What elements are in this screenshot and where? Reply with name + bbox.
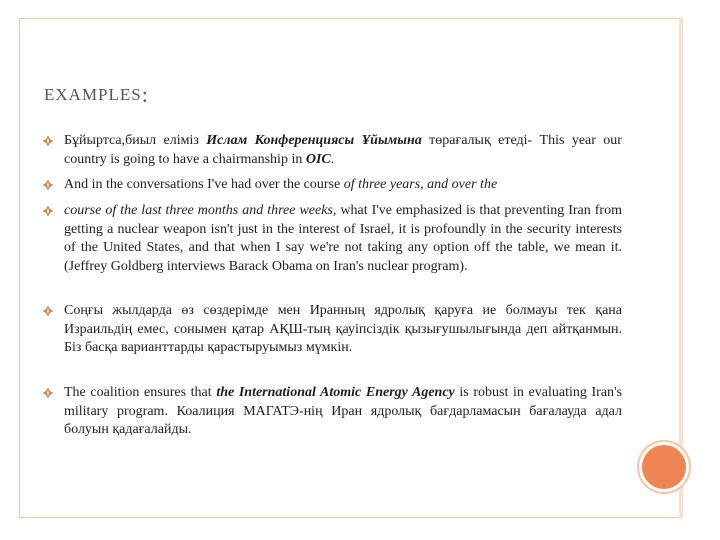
bullet-text-run: .: [330, 151, 335, 167]
slide-title-text: EXAMPLES: [44, 85, 142, 104]
bullet-text-run: Соңғы жылдарда өз сөздерімде мен Иранның ядролық қаруға ие болмауы тек қана Израильдің емес, сонымен қатар АҚШ-тың қауіпсіздік қызығушылығында деп айтқанмын. Біз басқа варианттарды қарастыруымыз мүмкін.: [64, 303, 622, 356]
bullet-text: [64, 202, 622, 276]
bullet-text-run: OIC: [305, 151, 331, 167]
bullet-text-run: is robust in evaluating Iran's military program. Коалиция МАГАТЭ-нің Иран ядролық бағдарламасын бағалауда адал болуын қадағалайды.: [64, 385, 623, 438]
slide-title: [44, 80, 149, 106]
bullet-item: [42, 302, 622, 358]
bullet-text: [64, 384, 622, 440]
diamond-bullet-icon: [42, 387, 54, 399]
diamond-bullet-icon: [42, 205, 54, 217]
bullet-item: [42, 132, 622, 169]
bullet-text-run: of three years, and over the: [343, 177, 498, 192]
diamond-bullet-icon: [42, 305, 54, 317]
bullet-text-run: Бұйыртса,биыл еліміз: [64, 133, 207, 148]
diamond-bullet-icon: [42, 179, 54, 191]
bullet-text-run: And in the conversations I've had over the course: [64, 177, 344, 192]
bullet-text-run: Ислам Конференциясы Ұйымына: [206, 133, 422, 148]
bullet-item: [42, 176, 622, 195]
bullet-text: [64, 132, 622, 169]
slide-title-colon: :: [141, 82, 149, 107]
bullet-item: [42, 202, 622, 276]
bullet-text: [64, 302, 622, 358]
bullet-text-run: The coalition ensures that: [64, 385, 217, 400]
decorative-circle: [642, 445, 686, 489]
bullet-text-run: the International Atomic Energy Agency: [216, 385, 455, 400]
bullet-text-run: төрағалық етеді- This year our country is going to have a chairmanship in: [64, 133, 622, 167]
frame-accent-bar: [679, 18, 683, 518]
bullet-text-run: what I've emphasized is that preventing Iran from getting a nuclear weapon isn't just in the interest of Israel, it is profoundly in the security interests of the United States, and that when I say we're not taking any option off the table, we mean it.(Jeffrey Goldberg interviews Barack Obama on Iran's nuclear program).: [64, 203, 622, 274]
bullet-text: [64, 176, 622, 195]
bullet-item: [42, 384, 622, 440]
diamond-bullet-icon: [42, 135, 54, 147]
bullet-text-run: course of the last three months and three weeks,: [64, 203, 337, 218]
